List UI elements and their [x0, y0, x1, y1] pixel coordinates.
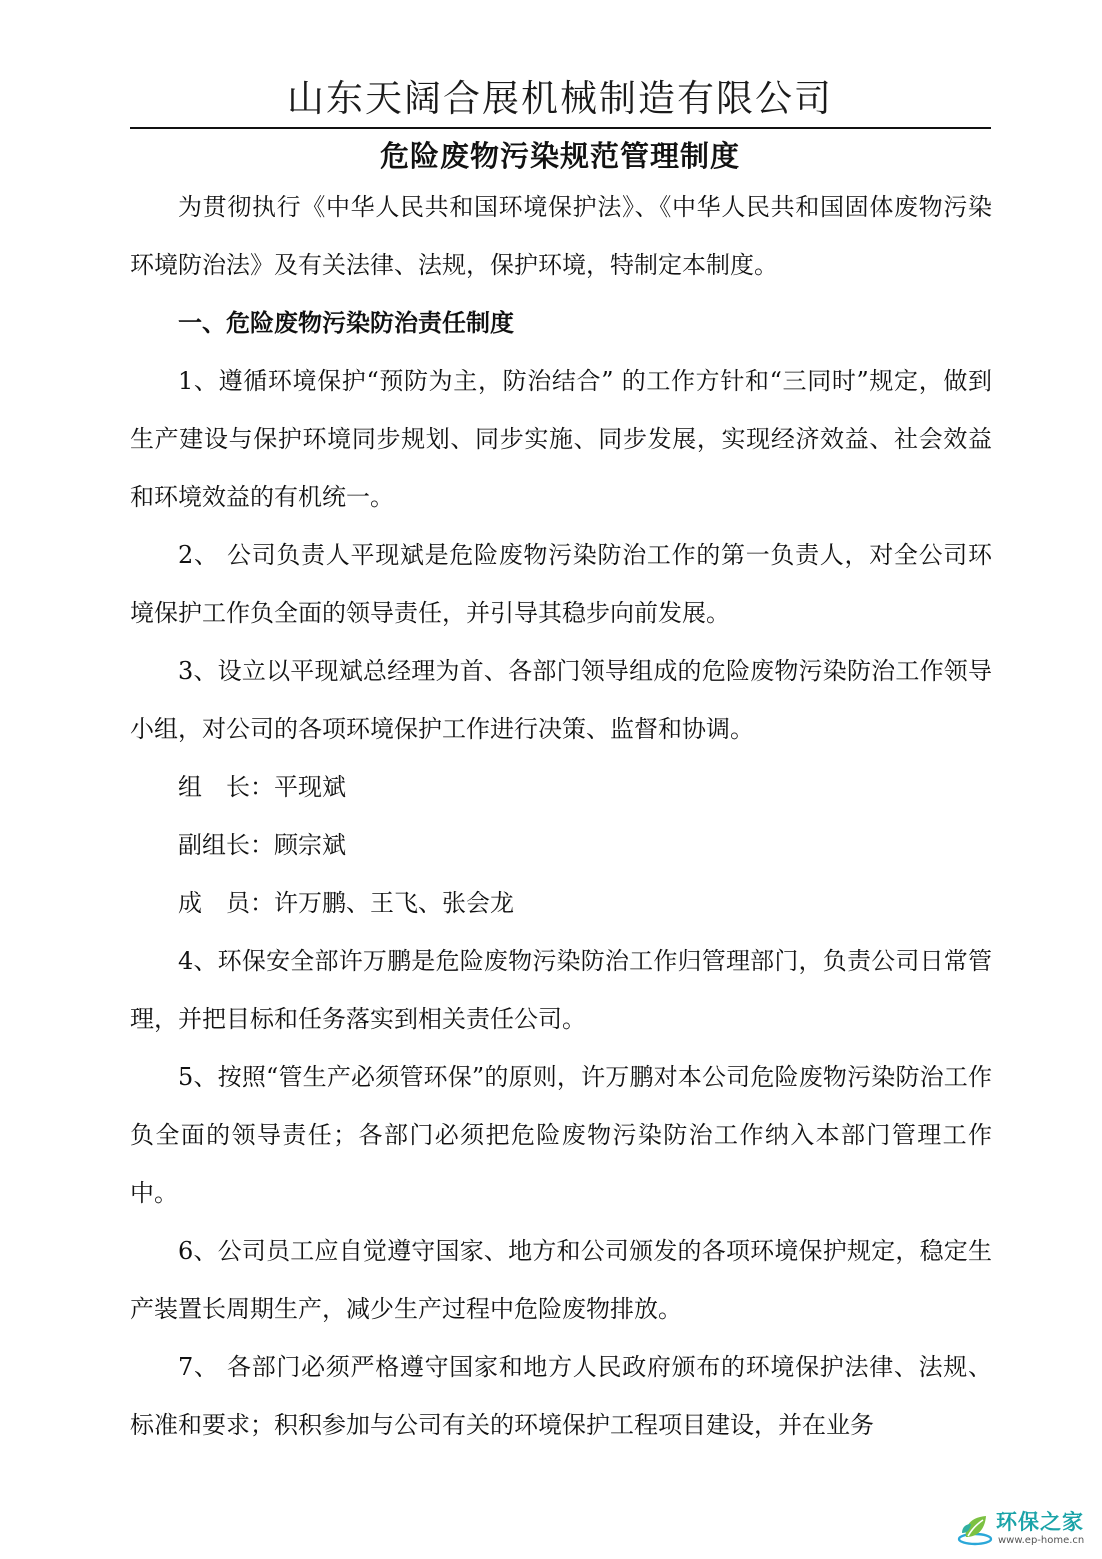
- team-leader: 组 长：平现斌: [178, 773, 346, 801]
- document-body: [130, 178, 992, 1454]
- header-rule: [130, 127, 991, 129]
- clause-7: 7、 各部门必须严格遵守国家和地方人民政府颁布的环境保护法律、法规、标准和要求；积积参加与公司有关的环境保护工程项目建设，并在业务: [130, 1353, 992, 1439]
- watermark-url: www.ep-home.cn: [998, 1535, 1085, 1546]
- clause-3: 3、设立以平现斌总经理为首、各部门领导组成的危险废物污染防治工作领导小组，对公司的各项环境保护工作进行决策、监督和协调。: [130, 657, 992, 743]
- watermark-name: 环保之家: [996, 1510, 1084, 1534]
- clause-5: 5、按照“管生产必须管环保”的原则，许万鹏对本公司危险废物污染防治工作负全面的领导责任；各部门必须把危险废物污染防治工作纳入本部门管理工作中。: [130, 1063, 992, 1207]
- leaf-logo-icon: [956, 1511, 994, 1549]
- site-watermark: [956, 1509, 1096, 1553]
- document-title: 危险废物污染规范管理制度: [379, 139, 740, 173]
- clause-4: 4、环保安全部许万鹏是危险废物污染防治工作归管理部门，负责公司日常管理，并把目标和任务落实到相关责任公司。: [130, 947, 992, 1033]
- clause-6: 6、公司员工应自觉遵守国家、地方和公司颁发的各项环境保护规定，稳定生产装置长周期生产，减少生产过程中危险废物排放。: [130, 1237, 992, 1323]
- clause-2: 2、 公司负责人平现斌是危险废物污染防治工作的第一负责人，对全公司环境保护工作负全面的领导责任，并引导其稳步向前发展。: [130, 541, 992, 627]
- intro-paragraph: 为贯彻执行《中华人民共和国环境保护法》、《中华人民共和国固体废物污染环境防治法》及有关法律、法规，保护环境，特制定本制度。: [130, 193, 992, 279]
- section-heading: 一、危险废物污染防治责任制度: [178, 308, 514, 337]
- clause-1: 1、遵循环境保护“预防为主，防治结合” 的工作方针和“三同时”规定，做到生产建设与保护环境同步规划、同步实施、同步发展，实现经济效益、社会效益和环境效益的有机统一。: [130, 367, 992, 511]
- company-header: 山东天阔合展机械制造有限公司: [287, 77, 833, 120]
- team-deputy: 副组长：顾宗斌: [178, 831, 346, 859]
- team-members: 成 员：许万鹏、王飞、张会龙: [178, 889, 514, 917]
